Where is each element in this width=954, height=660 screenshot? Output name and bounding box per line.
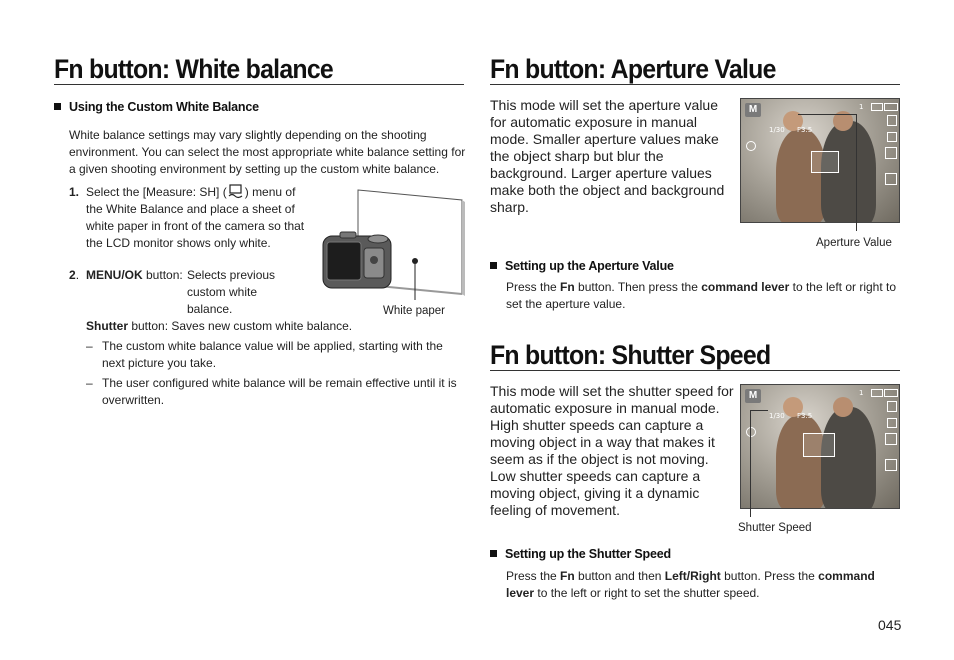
aperture-value: F3.5 — [797, 412, 813, 420]
mode-badge: M — [745, 389, 761, 403]
shot-count: 1 — [859, 389, 864, 397]
camera-icon — [323, 232, 391, 288]
af-icon — [885, 147, 897, 159]
page-title-shutter: Fn button: Shutter Speed — [490, 340, 771, 370]
aperture-intro: This mode will set the aperture value for automatic exposure in manual mode. Smaller aperture values make the object sharp but blur the background. Larger aperture values make both the object and background sharp. — [490, 97, 725, 215]
bullet-square-icon — [490, 550, 497, 557]
shutter-value: 1/30 — [769, 126, 785, 134]
step-2: 2. — [69, 268, 80, 282]
flash-icon — [887, 115, 897, 126]
section-heading — [54, 100, 259, 114]
memory-icon — [884, 389, 898, 397]
title-rule — [54, 84, 464, 85]
bullet-square-icon — [490, 262, 497, 269]
flash-icon — [887, 401, 897, 412]
aperture-instructions: Press the Fn button. Then press the command lever to the left or right to set the aperture value. — [506, 280, 897, 311]
image-caption: White paper — [383, 305, 446, 317]
shutter-intro: This mode will set the shutter speed for automatic exposure in manual mode. High shutter speeds can capture a moving object in a way that makes it seem as if the object is not moving. Low shutter speeds can capture a moving object, giving it a dynamic feeling of movement. — [490, 383, 734, 518]
section-heading: Setting up the Shutter Speed — [490, 547, 671, 561]
shot-count: 1 — [859, 103, 864, 111]
bullet-dash: – — [86, 376, 93, 390]
bullet-dash: – — [86, 339, 93, 353]
section-heading: Setting up the Aperture Value — [490, 259, 674, 273]
aperture-value: F3.5 — [797, 126, 813, 134]
bullet-square-icon — [54, 103, 61, 110]
shutter-line: Shutter button: Saves new custom white balance. — [86, 319, 353, 333]
shutter-callout-label: Shutter Speed — [738, 522, 812, 534]
shutter-value: 1/30 — [769, 412, 785, 420]
intro-paragraph: White balance settings may vary slightly depending on the shooting environment. You can select the most appropriate white balance setting for a given shooting environment by setting up the custom white balance. — [69, 128, 466, 176]
smile-icon — [746, 141, 756, 151]
lcd-preview-shutter — [740, 384, 900, 509]
callout-line — [798, 114, 856, 115]
bullet-item-1: The custom white balance value will be applied, starting with the next picture you take. — [102, 339, 443, 370]
page-number: 045 — [878, 617, 902, 633]
custom-wb-icon — [227, 184, 245, 199]
metering-icon — [887, 132, 897, 142]
metering-icon — [887, 418, 897, 428]
page-title-aperture: Fn button: Aperture Value — [490, 54, 776, 84]
camera-white-paper-illustration — [320, 188, 466, 300]
quality-icon — [885, 173, 897, 185]
aperture-callout-label: Aperture Value — [816, 237, 892, 249]
page-title-white-balance: Fn button: White balance — [54, 54, 334, 84]
step-1-text: Select the [Measure: SH] ( ) menu of the White Balance and place a sheet of white paper in front of the camera so that the LCD monitor shows only white. — [86, 185, 305, 250]
title-rule — [490, 84, 900, 85]
battery-icon — [871, 389, 883, 397]
af-icon — [885, 433, 897, 445]
step-2-desc: Selects previous custom white balance. — [187, 268, 276, 316]
callout-line — [750, 410, 768, 411]
smile-icon — [746, 427, 756, 437]
mode-badge: M — [745, 103, 761, 117]
section-heading-text: Using the Custom White Balance — [69, 100, 259, 114]
quality-icon — [885, 459, 897, 471]
lcd-preview-aperture — [740, 98, 900, 223]
step-2-key: MENU/OK button: — [86, 268, 183, 282]
callout-line — [856, 114, 857, 231]
title-rule — [490, 370, 900, 371]
bullet-item-2: The user configured white balance will be remain effective until it is overwritten. — [102, 376, 457, 407]
battery-icon — [871, 103, 883, 111]
memory-icon — [884, 103, 898, 111]
callout-line — [750, 410, 751, 517]
shutter-instructions: Press the Fn button and then Left/Right button. Press the command lever to the left or right to set the shutter speed. — [506, 569, 875, 600]
step-number: 1. — [69, 185, 80, 199]
